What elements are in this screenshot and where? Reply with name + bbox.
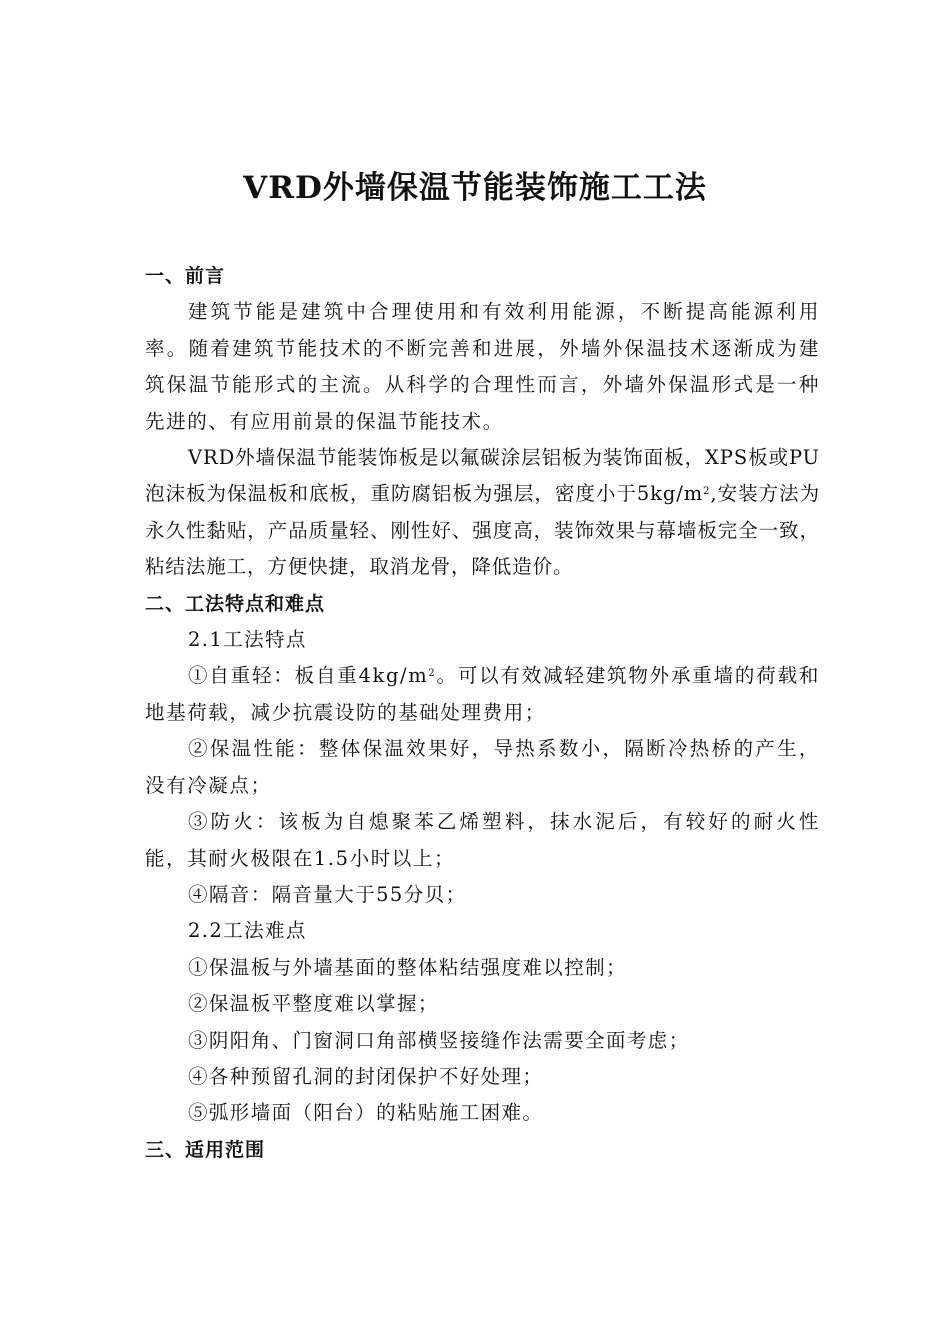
subsection-heading-difficulties: 2.2工法难点 — [188, 919, 307, 943]
preface-paragraph-2 — [145, 440, 820, 586]
difficulty-item-1: ①保温板与外墙基面的整体粘结强度难以控制； — [188, 955, 627, 979]
difficulty-item-4: ④各种预留孔洞的封闭保护不好处理； — [188, 1064, 544, 1088]
feature-item-3: ③防火：该板为自熄聚苯乙烯塑料，抹水泥后，有较好的耐火性能，其耐火极限在1.5小时以上； — [145, 810, 820, 870]
feature-item-2: ②保温性能：整体保温效果好，导热系数小，隔断冷热桥的产生，没有冷凝点； — [145, 737, 820, 797]
difficulty-item-3: ③阴阳角、门窗洞口角部横竖接缝作法需要全面考虑； — [188, 1028, 690, 1052]
document-title: VRD外墙保温节能装饰施工工法 — [243, 170, 707, 206]
section-heading-scope: 三、适用范围 — [145, 1138, 266, 1161]
preface-paragraph-2-part-a: VRD外墙保温节能装饰板是以氟碳涂层铝板为装饰面板，XPS板或PU泡沫板为保温板和底板，重防腐铝板为强层，密度小于5kg/m — [145, 446, 820, 506]
document-body — [145, 258, 820, 1168]
feature-item-1-part-b: 。可以有效减轻建筑物外承重墙的荷载和地基荷载，减少抗震设防的基础处理费用； — [145, 664, 820, 724]
difficulty-item-5: ⑤弧形墙面（阳台）的粘贴施工困难。 — [188, 1101, 544, 1125]
difficulty-item-2: ②保温板平整度难以掌握； — [188, 992, 439, 1016]
superscript-2: 2 — [428, 668, 437, 680]
superscript-2: 2 — [703, 486, 711, 498]
feature-item-4: ④隔音：隔音量大于55分贝； — [188, 882, 467, 906]
preface-paragraph-2-part-b: ,安装方法为永久性黏贴，产品质量轻、刚性好、强度高，装饰效果与幕墙板完全一致，粘结法施工，方便快捷，取消龙骨，降低造价。 — [145, 482, 820, 579]
preface-paragraph-1: 建筑节能是建筑中合理使用和有效利用能源，不断提高能源利用率。随着建筑节能技术的不断完善和进展，外墙外保温技术逐渐成为建筑保温节能形式的主流。从科学的合理性而言，外墙外保温形式是一种先进的、有应用前景的保温节能技术。 — [145, 300, 820, 433]
feature-item-1 — [145, 658, 820, 731]
feature-item-1-part-a: ①自重轻：板自重4kg/m — [188, 664, 429, 688]
section-heading-features: 二、工法特点和难点 — [145, 592, 326, 615]
section-heading-preface: 一、前言 — [145, 265, 226, 287]
subsection-heading-features: 2.1工法特点 — [188, 628, 307, 652]
